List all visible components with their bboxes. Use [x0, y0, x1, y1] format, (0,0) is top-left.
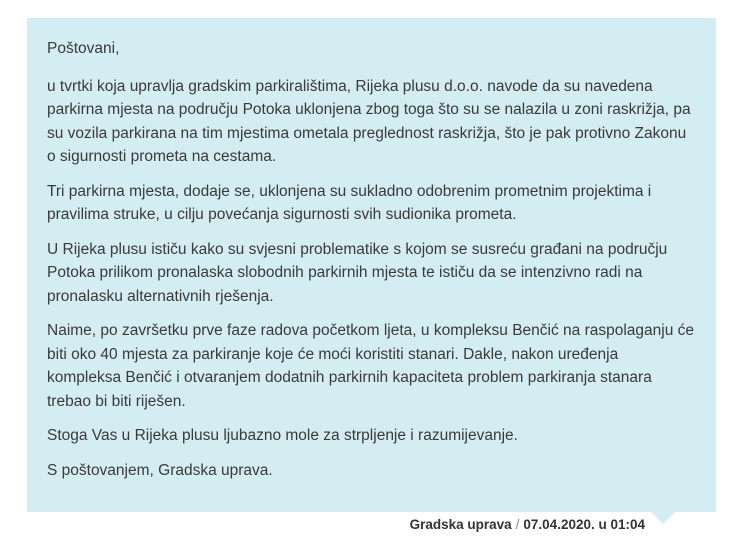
message-paragraph: Stoga Vas u Rijeka plusu ljubazno mole za strpljenje i razumijevanje.	[47, 427, 518, 444]
message-greeting: Poštovani,	[47, 40, 120, 57]
signature-date: 07.04.2020. u 01:04	[523, 517, 645, 532]
signature-author: Gradska uprava	[409, 517, 512, 532]
message-closing: S poštovanjem, Gradska uprava.	[47, 461, 273, 479]
message-paragraph: Tri parkirna mjesta, dodaje se, uklonjena su sukladno odobrenim prometnim projektima i pravilima struke, u cilju povećanja sigurnosti svih sudionika prometa.	[47, 182, 652, 223]
message-paragraph: U Rijeka plusu ističu kako su svjesni problematike s kojom se susreću građani na području Potoka prilikom pronalaska slobodnih parkirnih mjesta te ističu da se intenzivno radi na pronalasku alternativnih rješenja.	[47, 240, 668, 305]
signature-separator: /	[515, 517, 520, 532]
message-paragraph: u tvrtki koja upravlja gradskim parkiralištima, Rijeka plusu d.o.o. navode da su navedena parkirna mjesta na području Potoka uklonjena zbog toga što su se nalazila u zoni raskrižja, pa su vozila parkirana na tim mjestima ometala preglednost raskrižja, što je pak protivno Zakonu o sigurnosti prometa na cestama.	[47, 77, 691, 165]
message-paragraph: Naime, po završetku prve faze radova početkom ljeta, u kompleksu Benčić na raspolaganju će biti oko 40 mjesta za parkiranje koje će moći koristiti stanari. Dakle, nakon uređenja kompleksa Benčić i otvaranjem dodatnih parkirnih kapaciteta problem parkiranja stanara trebao bi biti riješen.	[47, 322, 695, 410]
speech-bubble-tail	[651, 512, 675, 524]
reply-message-box	[27, 18, 716, 512]
message-signature	[410, 517, 645, 532]
